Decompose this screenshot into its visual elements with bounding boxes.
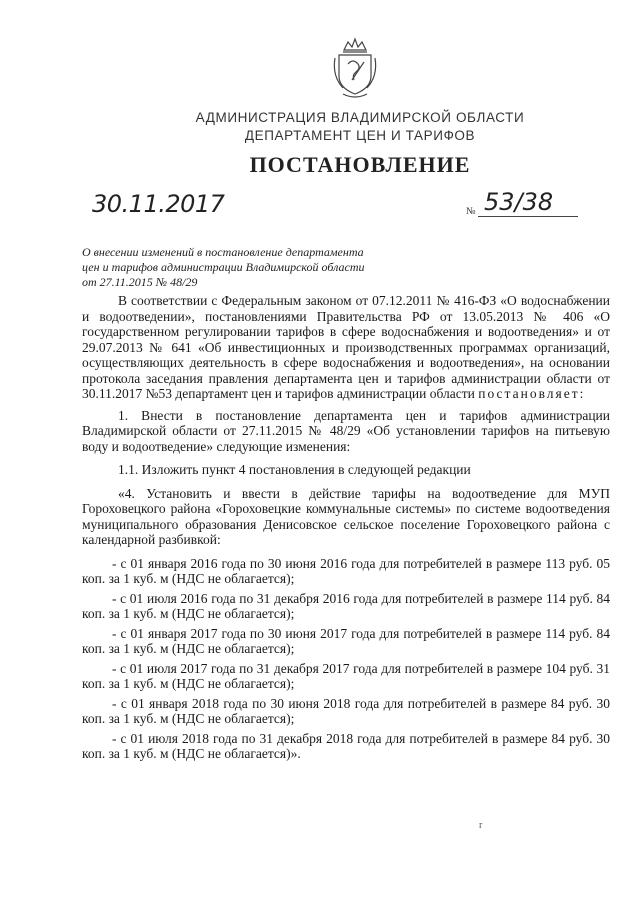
item-1-1-paragraph: 1.1. Изложить пункт 4 постановления в следующей редакции [118, 462, 471, 477]
tariff-list [82, 556, 610, 762]
document-body [82, 293, 610, 762]
preamble-paragraph [82, 293, 610, 402]
document-number: 53/38 [484, 188, 554, 216]
coat-of-arms-emblem [330, 36, 380, 100]
tariff-item: - с 01 июля 2017 года по 31 декабря 2017 года для потребителей в размере 104 руб. 31 коп. за 1 куб. м (НДС не облагается); [82, 660, 610, 691]
number-underline [478, 216, 578, 217]
subject-line: от 27.11.2015 № 48/29 [82, 275, 198, 289]
preamble-text: В соответствии с Федеральным законом от 07.12.2011 № 416-ФЗ «О водоснабжении и водоотведении», постановлениями Правительства РФ от 13.05.2013 № 406 «О государственном регулировании тарифов в сфере водоснабжения и водоотведения» и от 29.07.2013 № 641 «Об инвестиционных и производственных программах организаций, осуществляющих деятельность в сфере водоснабжения и водоотведения», на основании протокола заседания правления департамента цен и тарифов администрации области от 30.11.2017 №53 департамент цен и тарифов администрации области [82, 293, 610, 401]
resolves-keyword: постановляет: [478, 386, 586, 401]
org-name-line2: ДЕПАРТАМЕНТ ЦЕН И ТАРИФОВ [244, 128, 476, 143]
number-sign: № [466, 206, 476, 217]
item-1-paragraph: 1. Внести в постановление департамента цен и тарифов администрации Владимирской области от 27.11.2015 № 48/29 «Об установлении тарифов на питьевую воду и водоотведение» следующие изменения: [82, 407, 610, 454]
stray-mark: r [479, 820, 483, 831]
tariff-item: - с 01 июля 2018 года по 31 декабря 2018 года для потребителей в размере 84 руб. 30 коп. за 1 куб. м (НДС не облагается)». [82, 730, 610, 761]
item-4-paragraph: «4. Установить и ввести в действие тарифы на водоотведение для МУП Гороховецкого района «Гороховецкие коммунальные системы» по системе водоотведения муниципального образования Денисовское сельское поселение Гороховецкого района с календарной разбивкой: [82, 485, 610, 547]
subject-line: цен и тарифов администрации Владимирской области [82, 260, 365, 274]
document-type-title: ПОСТАНОВЛЕНИЕ [249, 152, 471, 177]
tariff-item: - с 01 июля 2016 года по 31 декабря 2016 года для потребителей в размере 114 руб. 84 коп. за 1 куб. м (НДС не облагается); [82, 590, 610, 621]
document-subject [82, 245, 422, 290]
tariff-item: - с 01 января 2018 года по 30 июня 2018 года для потребителей в размере 84 руб. 30 коп. за 1 куб. м (НДС не облагается); [82, 695, 610, 726]
tariff-item: - с 01 января 2016 года по 30 июня 2016 года для потребителей в размере 113 руб. 05 коп. за 1 куб. м (НДС не облагается); [82, 555, 610, 586]
tariff-item: - с 01 января 2017 года по 30 июня 2017 года для потребителей в размере 114 руб. 84 коп. за 1 куб. м (НДС не облагается); [82, 625, 610, 656]
document-date: 30.11.2017 [92, 190, 225, 218]
subject-line: О внесении изменений в постановление департамента [82, 245, 364, 259]
org-name-line1: АДМИНИСТРАЦИЯ ВЛАДИМИРСКОЙ ОБЛАСТИ [195, 110, 525, 125]
